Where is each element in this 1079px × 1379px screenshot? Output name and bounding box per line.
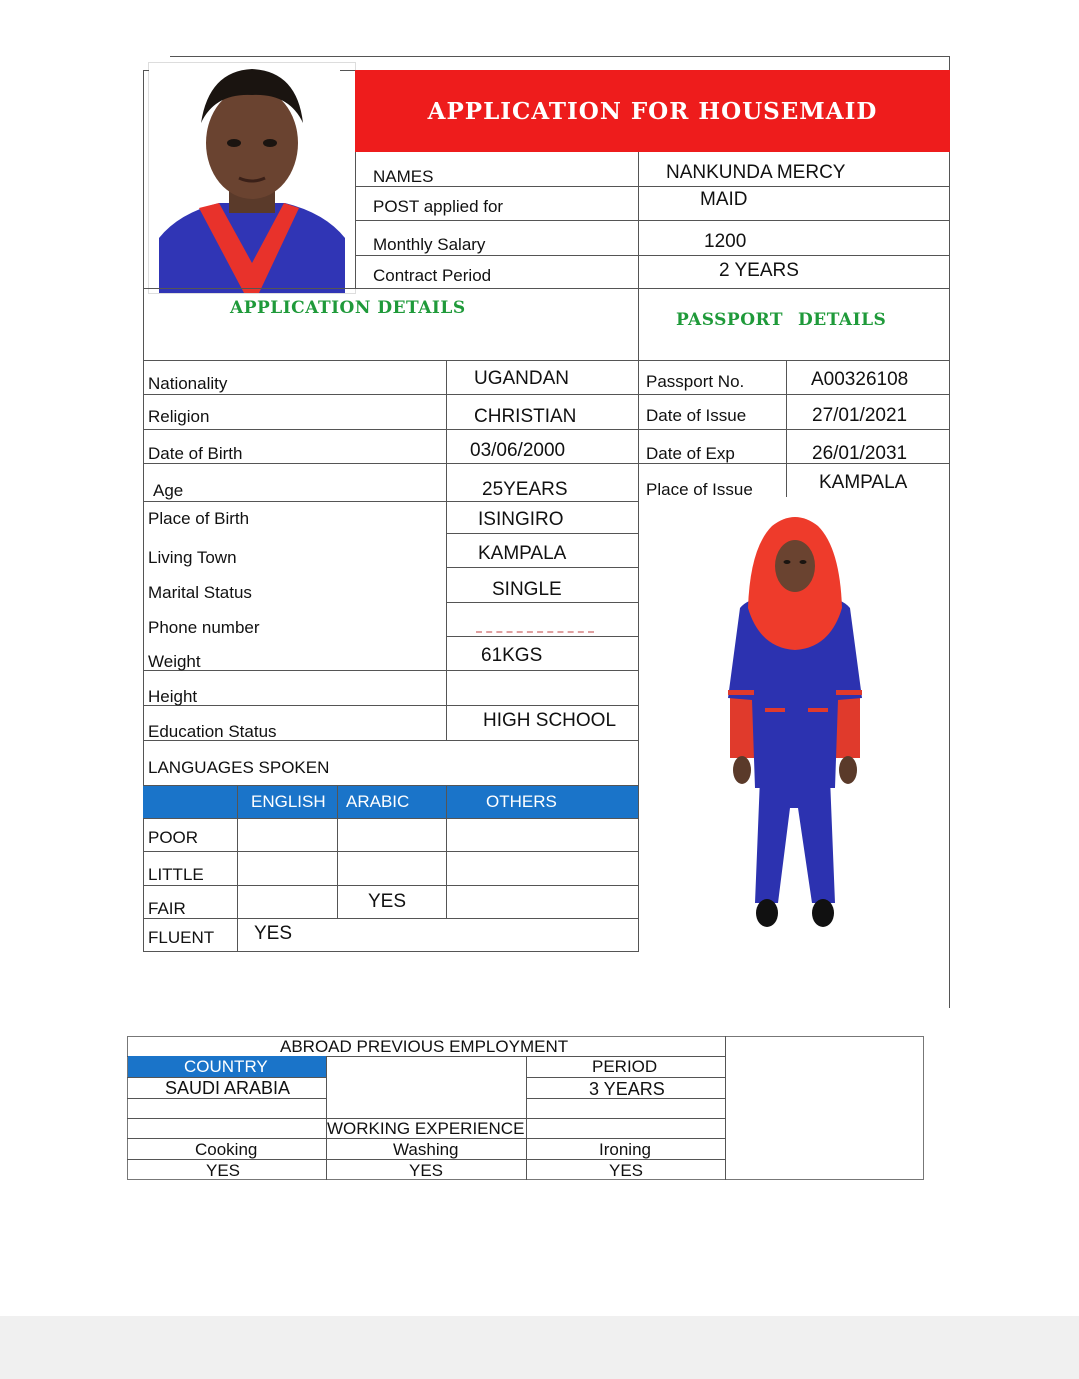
living-town-label: Living Town (148, 548, 237, 567)
place-of-birth-label: Place of Birth (148, 509, 250, 528)
details-table-mid-border (446, 360, 447, 740)
period-value: 3 YEARS (589, 1079, 665, 1099)
experience-cooking-value: YES (206, 1161, 241, 1180)
expiry-date-value: 26/01/2031 (812, 443, 908, 464)
period-label: PERIOD (592, 1057, 658, 1076)
post-value: MAID (700, 189, 748, 210)
experience-washing-label: Washing (393, 1140, 459, 1159)
details-table-top-line (143, 360, 950, 361)
age-label: Age (153, 481, 184, 500)
age-value: 25YEARS (482, 479, 568, 500)
weight-label: Weight (148, 652, 201, 671)
languages-bottom-line (143, 951, 638, 952)
place-of-issue-label: Place of Issue (646, 480, 753, 499)
applicant-portrait-photo (148, 62, 356, 294)
employment-title: ABROAD PREVIOUS EMPLOYMENT (280, 1037, 569, 1056)
employment-row-line (526, 1077, 725, 1078)
expiry-date-label: Date of Exp (646, 444, 735, 463)
application-details-heading: APPLICATION DETAILS (230, 298, 466, 318)
lang-fluent-english: YES (254, 923, 293, 944)
religion-value: CHRISTIAN (474, 406, 577, 427)
experience-washing-value: YES (409, 1161, 444, 1180)
frame-left-line (143, 70, 144, 952)
form-title: APPLICATION FOR HOUSEMAID (427, 97, 878, 125)
languages-row-line (143, 851, 638, 852)
job-row-line (355, 255, 950, 256)
languages-col-line (446, 785, 447, 919)
photo-corner-line (143, 70, 149, 71)
employment-row-line (127, 1098, 326, 1099)
experience-cooking-label: Cooking (195, 1140, 258, 1159)
lang-level-poor: POOR (148, 828, 199, 847)
passport-row-line (638, 394, 950, 395)
details-row-line (446, 636, 638, 637)
dob-value: 03/06/2000 (470, 440, 566, 461)
languages-col-line (337, 785, 338, 919)
languages-row-line (143, 818, 638, 819)
education-value: HIGH SCHOOL (483, 710, 617, 731)
place-of-issue-value: KAMPALA (819, 472, 908, 493)
experience-title: WORKING EXPERIENCE (327, 1119, 525, 1138)
details-row-line (143, 705, 638, 706)
lang-header-english: ENGLISH (251, 792, 326, 811)
details-heading: DETAILS (798, 310, 887, 330)
dob-label: Date of Birth (148, 444, 243, 463)
height-label: Height (148, 687, 198, 706)
salary-label: Monthly Salary (373, 235, 486, 254)
job-table-mid-border (638, 152, 639, 360)
living-town-value: KAMPALA (478, 543, 567, 564)
details-row-line (143, 394, 638, 395)
names-value: NANKUNDA MERCY (666, 162, 846, 183)
languages-title: LANGUAGES SPOKEN (148, 758, 330, 777)
education-label: Education Status (148, 722, 277, 741)
nationality-label: Nationality (148, 374, 228, 393)
lang-header-arabic: ARABIC (346, 792, 410, 811)
issue-date-label: Date of Issue (646, 406, 747, 425)
lang-level-fluent: FLUENT (148, 928, 215, 947)
lang-fair-arabic: YES (368, 891, 407, 912)
country-label: COUNTRY (184, 1057, 268, 1076)
frame-top-line (170, 56, 950, 57)
applicant-full-body-photo (720, 508, 870, 938)
photo-corner-line (340, 70, 356, 71)
languages-row-line (143, 918, 638, 919)
contract-value: 2 YEARS (719, 260, 799, 281)
phone-label: Phone number (148, 618, 260, 637)
phone-redacted-mark (476, 631, 594, 633)
details-table-right-border (638, 360, 639, 952)
job-row-line (355, 186, 950, 187)
names-label: NAMES (373, 167, 434, 186)
details-row-line (143, 501, 638, 502)
nationality-value: UGANDAN (474, 368, 570, 389)
experience-ironing-label: Ironing (599, 1140, 651, 1159)
lang-header-others: OTHERS (486, 792, 557, 811)
passport-heading: PASSPORT (676, 310, 783, 330)
page-bottom-strip (0, 1316, 1079, 1379)
country-value: SAUDI ARABIA (165, 1078, 291, 1098)
salary-value: 1200 (704, 231, 747, 252)
lang-level-fair: FAIR (148, 899, 186, 918)
languages-row-line (143, 885, 638, 886)
place-of-birth-value: ISINGIRO (478, 509, 564, 530)
weight-value: 61KGS (481, 645, 543, 666)
form-title-banner (355, 70, 950, 152)
contract-label: Contract Period (373, 266, 492, 285)
passport-no-label: Passport No. (646, 372, 745, 391)
passport-no-value: A00326108 (811, 369, 909, 390)
lang-level-little: LITTLE (148, 865, 204, 884)
marital-status-label: Marital Status (148, 583, 252, 602)
details-row-line (446, 602, 638, 603)
languages-row-line (143, 785, 638, 786)
details-row-line (446, 533, 638, 534)
issue-date-value: 27/01/2021 (812, 405, 908, 426)
details-row-line (143, 429, 638, 430)
religion-label: Religion (148, 407, 210, 426)
languages-col-line (237, 785, 238, 952)
experience-ironing-value: YES (609, 1161, 644, 1180)
job-table-bottom-line (143, 288, 950, 289)
employment-col-line (725, 1036, 726, 1180)
details-row-line (446, 567, 638, 568)
details-row-line (143, 670, 638, 671)
marital-status-value: SINGLE (492, 579, 562, 600)
passport-row-line (638, 429, 950, 430)
frame-right-line (949, 56, 950, 1008)
job-row-line (355, 220, 950, 221)
post-label: POST applied for (373, 197, 504, 216)
